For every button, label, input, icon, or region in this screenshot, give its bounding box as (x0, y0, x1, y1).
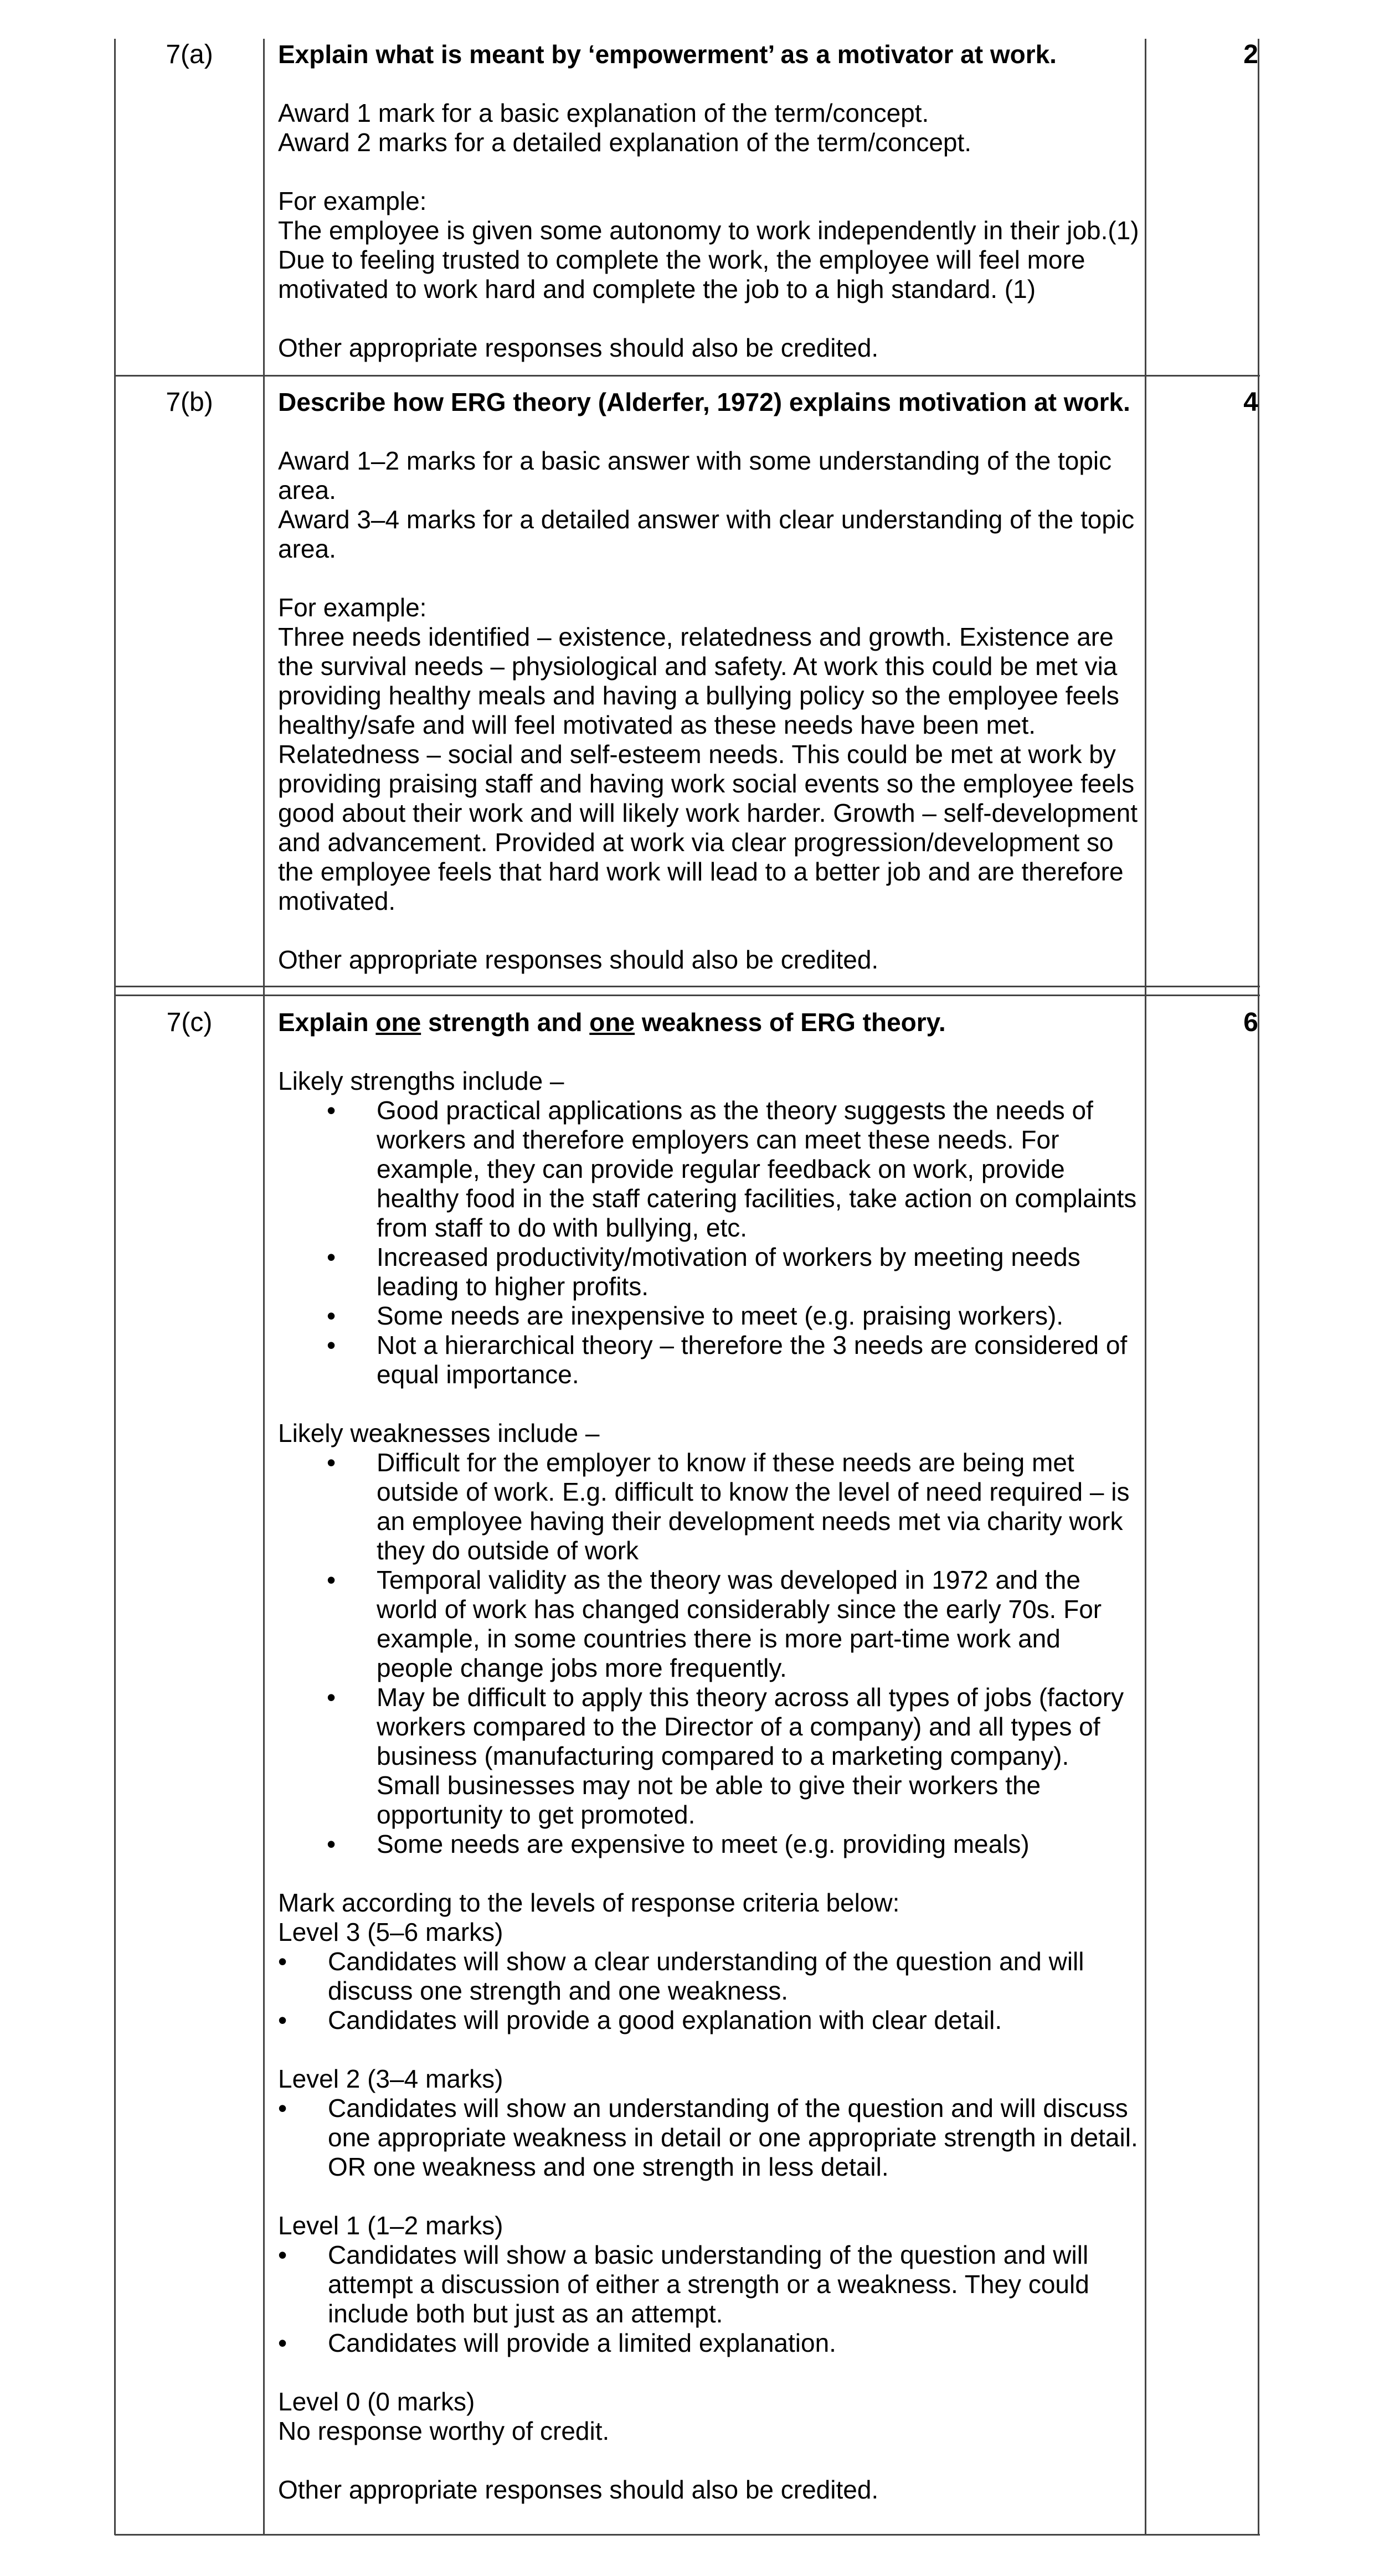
bullet-icon: • (327, 1565, 336, 1594)
list-item: • Increased productivity/motivation of workers by meeting needs leading to higher profits. (327, 1243, 1080, 1301)
row-divider-double-bottom (115, 995, 1260, 996)
bullet-icon: • (278, 2240, 287, 2269)
bullet-icon: • (278, 2094, 287, 2122)
question-text: Explain one strength and one weakness of ERG theory. (278, 1008, 946, 1037)
level-0-text: No response worthy of credit. (278, 2417, 610, 2445)
bullet-icon: • (327, 1096, 336, 1125)
bullet-icon: • (327, 1448, 336, 1477)
example-heading: For example: (278, 593, 427, 622)
row-divider (115, 375, 1260, 377)
example-line: Three needs identified – existence, relatedness and growth. Existence are (278, 622, 1114, 651)
list-item: • Some needs are inexpensive to meet (e.g. praising workers). (327, 1301, 1064, 1330)
award-line: area. (278, 534, 336, 563)
list-item: • Candidates will show a basic understanding of the question and will attempt a discussion of either a strength or a weakness. They could include both but just as an attempt. (278, 2240, 1089, 2328)
bullet-icon: • (327, 1301, 336, 1330)
bullet-icon: • (278, 2006, 287, 2034)
levels-intro: Mark according to the levels of response criteria below: (278, 1888, 900, 1917)
list-item: • Candidates will provide a good explanation with clear detail. (278, 2006, 1002, 2034)
other-responses-note: Other appropriate responses should also be credited. (278, 2475, 879, 2504)
award-line: Award 1 mark for a basic explanation of the term/concept. (278, 99, 929, 127)
list-item: • Temporal validity as the theory was developed in 1972 and the world of work has changed considerably since the early 70s. For example, in some countries there is more part-time work and people change jobs more frequently. (327, 1565, 1102, 1682)
level-title: Level 0 (0 marks) (278, 2387, 475, 2416)
bullet-icon: • (327, 1331, 336, 1359)
bullet-icon: • (327, 1830, 336, 1858)
bullet-icon: • (278, 1947, 287, 1976)
strengths-heading: Likely strengths include – (278, 1067, 564, 1095)
level-title: Level 2 (3–4 marks) (278, 2064, 503, 2093)
example-line: good about their work and will likely work harder. Growth – self-development (278, 798, 1138, 827)
question-text: Explain what is meant by ‘empowerment’ as a motivator at work. (278, 40, 1057, 69)
award-line: Award 2 marks for a detailed explanation of the term/concept. (278, 128, 972, 157)
other-responses-note: Other appropriate responses should also be credited. (278, 333, 879, 362)
example-line: Due to feeling trusted to complete the work, the employee will feel more (278, 245, 1085, 274)
level-3-list (278, 1947, 1153, 2035)
question-marks: 4 (1243, 388, 1258, 417)
example-heading: For example: (278, 187, 427, 215)
weaknesses-heading: Likely weaknesses include – (278, 1419, 600, 1447)
answer-cell-7c (278, 1008, 1153, 2505)
bullet-icon: • (278, 2328, 287, 2357)
answer-cell-7b (278, 388, 1153, 975)
example-line: and advancement. Provided at work via clear progression/development so (278, 828, 1114, 857)
question-number: 7(c) (166, 1008, 213, 1037)
strengths-list (278, 1096, 1153, 1389)
question-number: 7(b) (166, 388, 213, 417)
level-title: Level 1 (1–2 marks) (278, 2211, 503, 2240)
example-line: motivated to work hard and complete the job to a high standard. (1) (278, 275, 1036, 303)
example-line: the employee feels that hard work will lead to a better job and are therefore (278, 857, 1124, 886)
list-item: • May be difficult to apply this theory across all types of jobs (factory workers compared to the Director of a company) and all types of business (manufacturing compared to a marketing company). Small businesses may not be able to give their workers the opportunity to get promoted. (327, 1683, 1124, 1829)
list-item: • Candidates will show an understanding of the question and will discuss one appropriate weakness in detail or one appropriate strength in detail. OR one weakness and one strength in less detail. (278, 2094, 1138, 2181)
table-border-bottom (115, 2534, 1260, 2536)
bullet-icon: • (327, 1683, 336, 1712)
example-line: Relatedness – social and self-esteem needs. This could be met at work by (278, 740, 1116, 769)
example-line: providing praising staff and having work social events so the employee feels (278, 769, 1135, 798)
example-line: the survival needs – physiological and safety. At work this could be met via (278, 652, 1118, 681)
answer-cell-7a (278, 40, 1153, 363)
example-line: The employee is given some autonomy to work independently in their job.(1) (278, 216, 1139, 245)
question-marks: 6 (1243, 1008, 1258, 1037)
other-responses-note: Other appropriate responses should also be credited. (278, 945, 879, 974)
list-item: • Not a hierarchical theory – therefore the 3 needs are considered of equal importance. (327, 1331, 1128, 1389)
example-line: healthy/safe and will feel motivated as these needs have been met. (278, 710, 1036, 739)
list-item: • Good practical applications as the theory suggests the needs of workers and therefore employers can meet these needs. For example, they can provide regular feedback on work, provide healthy food in the staff catering facilities, take action on complaints from staff to do with bullying, etc. (327, 1096, 1137, 1242)
row-divider-double-top (115, 986, 1260, 987)
award-line: area. (278, 476, 336, 504)
list-item: • Candidates will provide a limited explanation. (278, 2328, 836, 2357)
award-line: Award 3–4 marks for a detailed answer with clear understanding of the topic (278, 505, 1135, 534)
level-1-list (278, 2240, 1153, 2358)
question-text: Describe how ERG theory (Alderfer, 1972) explains motivation at work. (278, 388, 1130, 416)
example-line: providing healthy meals and having a bullying policy so the employee feels (278, 681, 1119, 710)
question-number: 7(a) (166, 40, 213, 69)
level-2-list (278, 2094, 1153, 2182)
bullet-icon: • (327, 1243, 336, 1271)
weaknesses-list (278, 1448, 1153, 1859)
question-marks: 2 (1243, 40, 1258, 69)
level-title: Level 3 (5–6 marks) (278, 1918, 503, 1946)
list-item: • Some needs are expensive to meet (e.g. providing meals) (327, 1830, 1030, 1858)
example-line: motivated. (278, 887, 396, 915)
list-item: • Difficult for the employer to know if these needs are being met outside of work. E.g. difficult to know the level of need required – is an employee having their development needs met via charity work they do outside of work (327, 1448, 1130, 1565)
award-line: Award 1–2 marks for a basic answer with some understanding of the topic (278, 446, 1112, 475)
list-item: • Candidates will show a clear understanding of the question and will discuss one strength and one weakness. (278, 1947, 1084, 2005)
